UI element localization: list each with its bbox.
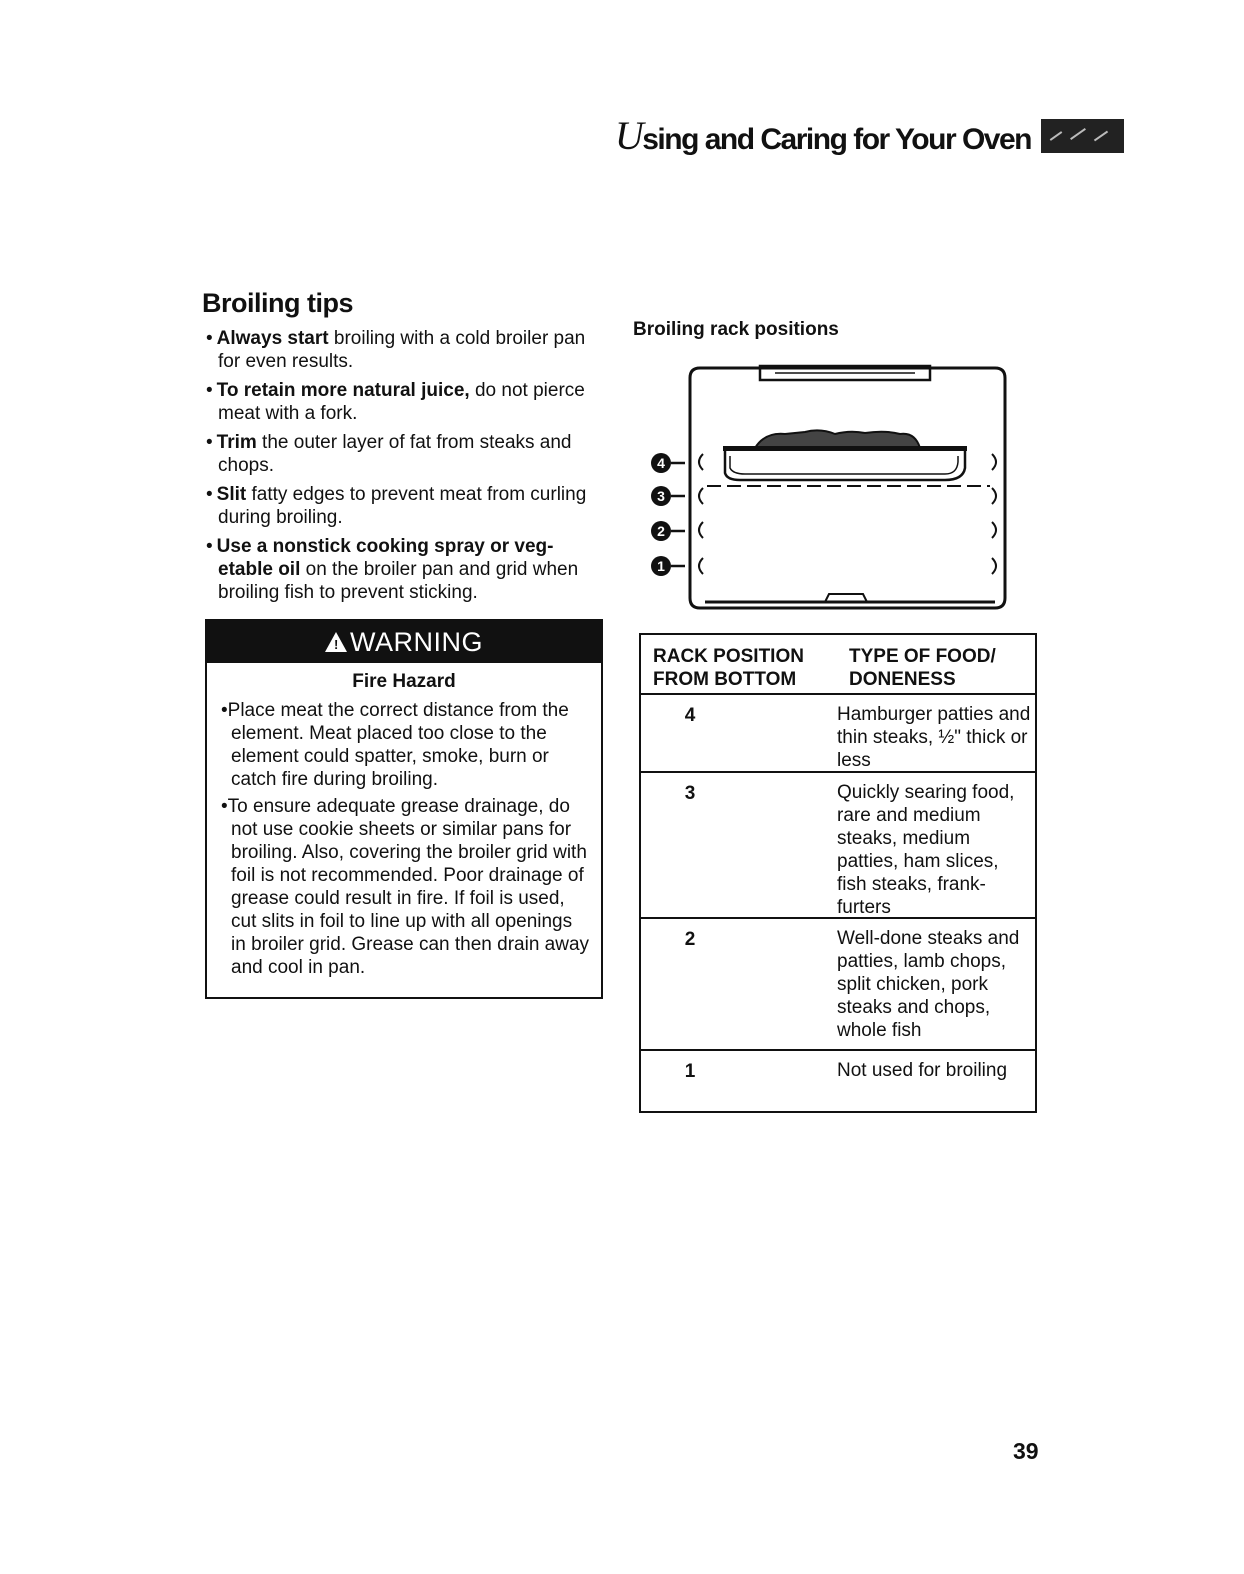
table-header-food: TYPE OF FOOD/ DONENESS	[849, 646, 996, 690]
section-title	[615, 112, 1031, 159]
tip-bold: To retain more natural juice,	[216, 380, 470, 401]
tip-text: broiling with a cold broiler pan for even results.	[218, 328, 586, 372]
rack-position-table	[639, 633, 1037, 1113]
table-cell-position: 3	[684, 783, 696, 804]
table-cell-food: Hamburger patties and thin steaks, ½" thick or less	[837, 704, 1031, 771]
warning-text: To ensure adequate grease drainage, do not use cookie sheets or similar pans for broiling. Also, covering the broiler grid with foil is not recommended. Poor drainage of grease could result in fire. If foil is used, cut slits in foil to line up with all openings in broiler grid. Grease can then drain away and cool in pan.	[227, 796, 590, 978]
oven-cavity	[690, 368, 1005, 608]
table-row	[641, 771, 1035, 917]
list-item: •To ensure adequate grease drainage, do not use cookie sheets or similar pans for broiling. Also, covering the broiler grid with foil is not recommended. Poor drainage of grease could result in fire. If foil is used, cut slits in foil to line up with all openings in broiler grid. Grease can then drain away and cool in pan.	[221, 796, 590, 978]
rack-marker-label: 1	[657, 558, 665, 574]
tip-text: the outer layer of fat from steaks and chops.	[218, 432, 572, 476]
rack-marker-label: 2	[657, 523, 665, 539]
list-item: • Trim the outer layer of fat from steaks and chops.	[206, 432, 572, 476]
rack-positions-title: Broiling rack positions	[633, 319, 839, 340]
tip-text: do not pierce meat with a fork.	[218, 380, 585, 424]
warning-heading: WARNING	[350, 626, 483, 657]
broiling-tips-section	[202, 288, 604, 610]
rack-marker-2	[651, 521, 685, 541]
warning-subheading: Fire Hazard	[352, 671, 456, 692]
table-cell-food: Well-done steaks and patties, lamb chops, split chicken, pork steaks and chops, whole fish	[837, 928, 1020, 1041]
broiler-pan	[725, 450, 965, 480]
tip-bold: Slit	[216, 484, 247, 505]
warning-text: Place meat the correct distance from the element. Meat placed too close to the element could spatter, smoke, burn or catch fire during broiling.	[227, 700, 569, 790]
rack-marker-label: 4	[657, 455, 665, 471]
table-cell-food: Not used for broiling	[837, 1060, 1008, 1081]
warning-header	[207, 621, 601, 663]
page-number: 39	[1013, 1438, 1039, 1464]
tip-bold: Use a nonstick cooking spray or veg-etable oil	[216, 536, 554, 580]
table-cell-position: 2	[684, 929, 696, 950]
warning-box	[205, 619, 603, 999]
section-title-rest: sing and Caring for Your Oven	[642, 123, 1031, 156]
page-header	[615, 112, 1124, 159]
table-row	[641, 917, 1035, 1049]
section-emblem	[1041, 119, 1124, 153]
tip-bold: Always start	[216, 328, 329, 349]
warning-list	[207, 699, 601, 979]
rack-marker-3	[651, 486, 685, 506]
list-item: • To retain more natural juice, do not pierce meat with a fork.	[206, 380, 585, 424]
tip-text: fatty edges to prevent meat from curling during broiling.	[218, 484, 587, 528]
list-item: • Use a nonstick cooking spray or veg-etable oil on the broiler pan and grid when broiling fish to prevent sticking.	[206, 536, 579, 603]
list-item: • Slit fatty edges to prevent meat from curling during broiling.	[206, 484, 587, 528]
table-cell-food: Quickly searing food, rare and medium steaks, medium patties, ham slices, fish steaks, frank-furters	[837, 782, 1015, 918]
list-item: •Place meat the correct distance from the element. Meat placed too close to the element could spatter, smoke, burn or catch fire during broiling.	[221, 700, 569, 790]
table-row	[641, 1049, 1035, 1111]
table-cell-position: 1	[684, 1061, 696, 1082]
rack-marker-1	[651, 556, 685, 576]
food-on-pan	[755, 430, 920, 448]
table-row	[641, 693, 1035, 771]
list-item: • Always start broiling with a cold broiler pan for even results.	[206, 328, 586, 372]
warning-triangle-icon: !	[325, 632, 347, 652]
tip-text: on the broiler pan and grid when broiling fish to prevent sticking.	[218, 559, 579, 603]
rack-marker-4	[651, 453, 685, 473]
section-title-initial: U	[614, 113, 643, 158]
tip-bold: Trim	[216, 432, 257, 453]
broiling-tips-title: Broiling tips	[202, 288, 353, 318]
table-header-row	[641, 635, 1035, 693]
table-header-position: RACK POSITION FROM BOTTOM	[653, 646, 804, 690]
table-cell-position: 4	[684, 705, 696, 726]
rack-marker-label: 3	[657, 488, 665, 504]
oven-rack-diagram	[645, 358, 1015, 614]
broiling-tips-list	[202, 327, 604, 604]
